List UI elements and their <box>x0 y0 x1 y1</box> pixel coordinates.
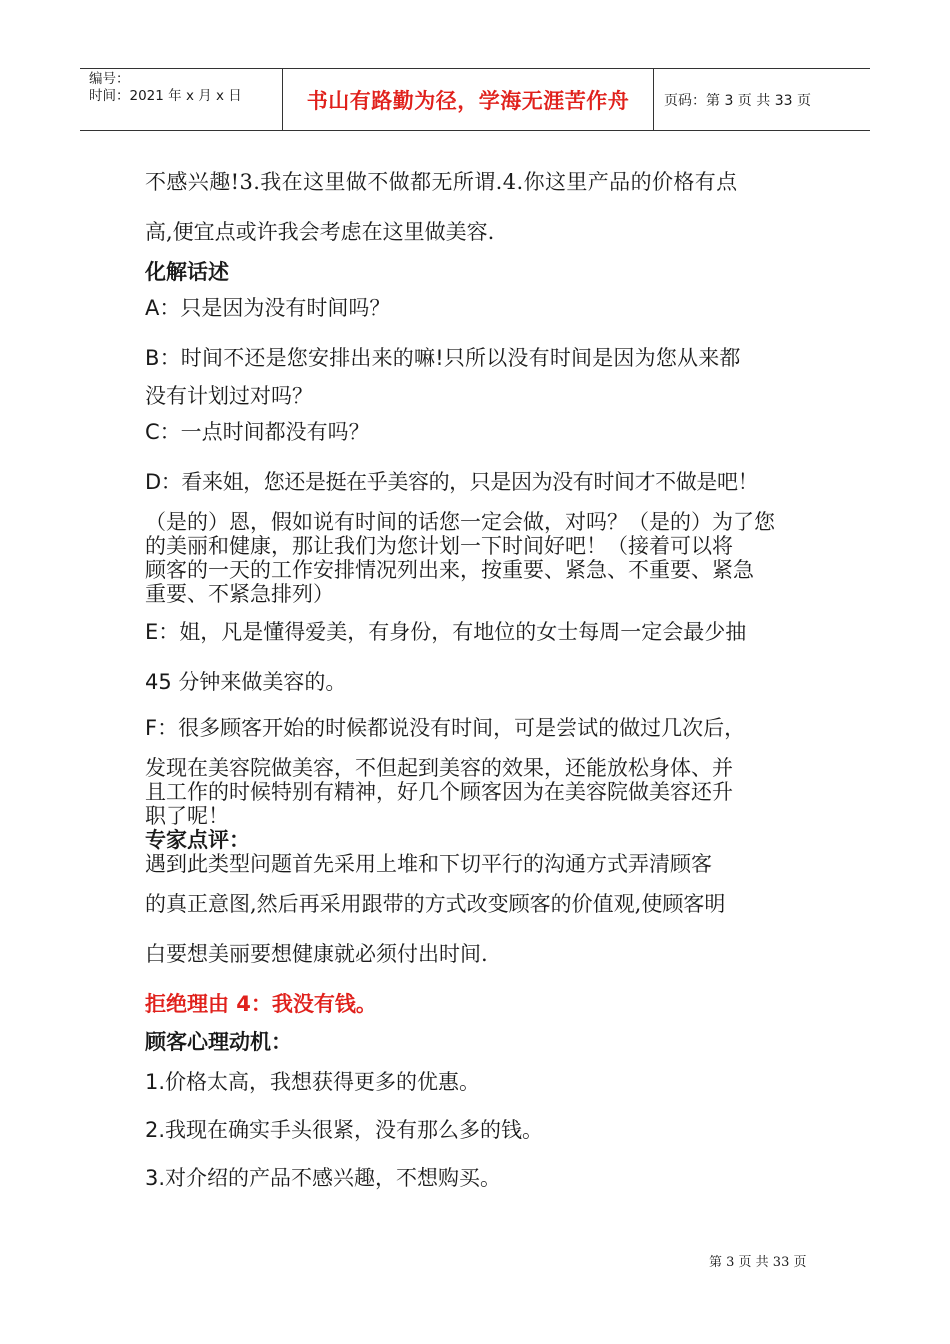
motivation-item-1: 1.价格太高，我想获得更多的优惠。 <box>145 1070 481 1094</box>
answer-a: A：只是因为没有时间吗？ <box>145 296 391 320</box>
answer-f-line-4: 职了呢！ <box>145 804 229 828</box>
answer-e-line-2: 45 分钟来做美容的。 <box>145 670 347 694</box>
expert-line-2: 的真正意图,然后再采用跟带的方式改变顾客的价值观,使顾客明 <box>145 892 726 916</box>
footer-page-number: 第 3 页 共 33 页 <box>709 1255 807 1270</box>
section-heading-reason-4: 拒绝理由 4：我没有钱。 <box>145 992 377 1016</box>
expert-line-1: 遇到此类型问题首先采用上堆和下切平行的沟通方式弄清顾客 <box>145 852 712 876</box>
answer-f-line-3: 且工作的时候特别有精神，好几个顾客因为在美容院做美容还升 <box>145 780 733 804</box>
motivation-item-3: 3.对介绍的产品不感兴趣，不想购买。 <box>145 1166 502 1190</box>
answer-c: C：一点时间都没有吗？ <box>145 420 370 444</box>
section-heading-expert: 专家点评： <box>145 828 250 852</box>
time-label: 时间：2021 年 x 月 x 日 <box>89 88 242 104</box>
answer-f-line-2: 发现在美容院做美容，不但起到美容的效果，还能放松身体、并 <box>145 756 733 780</box>
body-line-2: 高,便宜点或许我会考虑在这里做美容. <box>145 220 495 244</box>
body-line-1: 不感兴趣!3.我在这里做不做都无所谓.4.你这里产品的价格有点 <box>145 170 738 194</box>
motivation-item-2: 2.我现在确实手头很紧，没有那么多的钱。 <box>145 1118 544 1142</box>
page-header <box>80 68 870 131</box>
header-motto: 书山有路勤为径，学海无涯苦作舟 <box>282 69 654 130</box>
header-page-number: 页码：第 3 页 共 33 页 <box>664 92 811 109</box>
section-heading-motivation: 顾客心理动机： <box>145 1030 292 1054</box>
code-label: 编号： <box>89 71 130 87</box>
answer-e-line-1: E：姐，凡是懂得爱美，有身份，有地位的女士每周一定会最少抽 <box>145 620 747 644</box>
answer-b-line-1: B：时间不还是您安排出来的嘛!只所以没有时间是因为您从来都 <box>145 346 741 370</box>
answer-d-line-2: （是的）恩，假如说有时间的话您一定会做，对吗？（是的）为了您 <box>145 510 775 534</box>
expert-line-3: 白要想美丽要想健康就必须付出时间. <box>145 942 488 966</box>
answer-f-line-1: F：很多顾客开始的时候都说没有时间，可是尝试的做过几次后， <box>145 716 746 740</box>
answer-d-line-1: D：看来姐，您还是挺在乎美容的，只是因为没有时间才不做是吧！ <box>145 470 759 494</box>
answer-d-line-4: 顾客的一天的工作安排情况列出来，按重要、紧急、不重要、紧急 <box>145 558 754 582</box>
answer-b-line-2: 没有计划过对吗？ <box>145 384 313 408</box>
answer-d-line-3: 的美丽和健康，那让我们为您计划一下时间好吧！（接着可以将 <box>145 534 733 558</box>
answer-d-line-5: 重要、不紧急排列） <box>145 582 334 606</box>
header-meta <box>80 69 282 130</box>
section-heading-resolution: 化解话述 <box>145 260 229 284</box>
